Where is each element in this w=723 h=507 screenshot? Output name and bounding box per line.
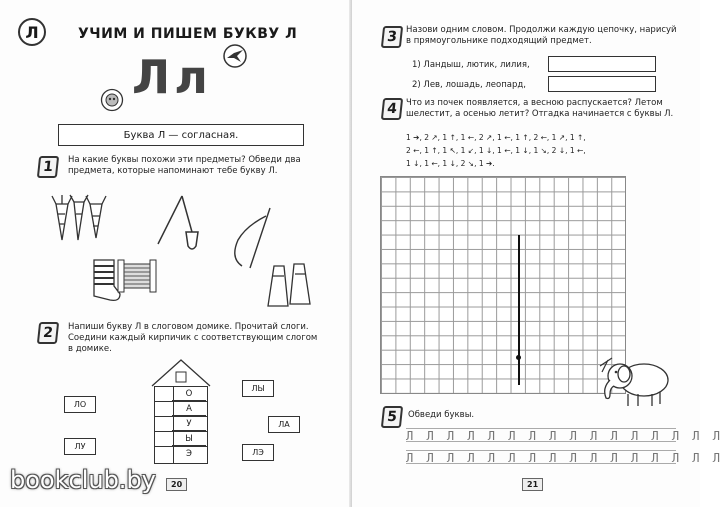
dictation-line: 1 ↓, 1 ←, 1 ↓, 2 ↘, 1 ➔.	[406, 159, 495, 168]
syllable-brick[interactable]: ЛО	[64, 396, 96, 413]
syllable-brick[interactable]: ЛЭ	[242, 444, 274, 461]
house-vowel: У	[172, 417, 206, 431]
page-number-right: 21	[522, 478, 543, 491]
elephant-picture	[598, 352, 674, 408]
syllable-brick[interactable]: ЛУ	[64, 438, 96, 455]
rule-text: Буква Л — согласная.	[123, 129, 239, 141]
trace-row-2[interactable]: Л Л Л Л Л Л Л Л Л Л Л Л Л Л Л Л	[406, 451, 723, 465]
task4-number: 4	[381, 98, 403, 120]
rule-box	[58, 124, 304, 146]
carrots-picture	[48, 194, 108, 244]
syllable-brick[interactable]: ЛЫ	[242, 380, 274, 397]
left-page	[0, 0, 352, 507]
watermark: bookclub.by	[10, 466, 156, 494]
start-dot	[516, 355, 521, 360]
house-vowel: Ы	[172, 432, 206, 446]
flippers-picture	[266, 262, 312, 312]
letter-badge: Л	[18, 18, 46, 46]
task3-row2: 2) Лев, лошадь, леопард,	[412, 80, 526, 90]
swallow-icon	[222, 44, 248, 68]
house-roof	[150, 358, 212, 388]
trace-row-1[interactable]: Л Л Л Л Л Л Л Л Л Л Л Л Л Л Л Л	[406, 429, 723, 443]
big-letters: Лл	[132, 50, 212, 104]
page-number-left: 20	[166, 478, 187, 491]
shovel-picture	[152, 192, 212, 254]
house-vowel: О	[172, 387, 206, 401]
task5-number: 5	[381, 406, 403, 428]
syllable-brick[interactable]: ЛА	[268, 416, 300, 433]
task1-number: 1	[37, 156, 59, 178]
dictation-line: 2 ←, 1 ↑, 1 ↖, 1 ↙, 1 ↓, 1 ←, 1 ↓, 1 ↘, 2 ↓, 1 ←,	[406, 146, 586, 155]
mascot-icon	[100, 88, 124, 112]
answer-box-1[interactable]	[548, 56, 656, 72]
task1-text: На какие буквы похожи эти предметы? Обведи два предмета, которые напоминают тебе букву Л.	[68, 155, 301, 176]
house-vowel: Э	[186, 449, 192, 459]
start-line	[518, 235, 520, 385]
spool-picture	[116, 258, 158, 294]
house-vowel: А	[172, 402, 206, 416]
answer-box-2[interactable]	[548, 76, 656, 92]
task3-text: Назови одним словом. Продолжи каждую цепочку, нарисуй в прямоугольнике подходящий предмет.	[406, 25, 677, 46]
right-page	[352, 0, 723, 507]
task5-text: Обведи буквы.	[408, 410, 475, 420]
task3-row1: 1) Ландыш, лютик, лилия,	[412, 60, 530, 70]
task2-number: 2	[37, 322, 59, 344]
task2-text: Напиши букву Л в слоговом домике. Прочитай слоги. Соедини каждый кирпичик с соответствующим слогом в домике.	[68, 322, 318, 354]
dictation-line: 1 ➔, 2 ↗, 1 ↑, 1 ←, 2 ↗, 1 ←, 1 ↑, 2 ←, 1 ↗, 1 ↑,	[406, 133, 586, 142]
drawing-grid[interactable]	[380, 176, 626, 394]
task4-text: Что из почек появляется, а весною распускается? Летом шелестит, а осенью летит? Отгадка начинается с буквы Л.	[406, 98, 674, 119]
task3-number: 3	[381, 26, 403, 48]
page-title: УЧИМ И ПИШЕМ БУКВУ Л	[78, 26, 298, 42]
